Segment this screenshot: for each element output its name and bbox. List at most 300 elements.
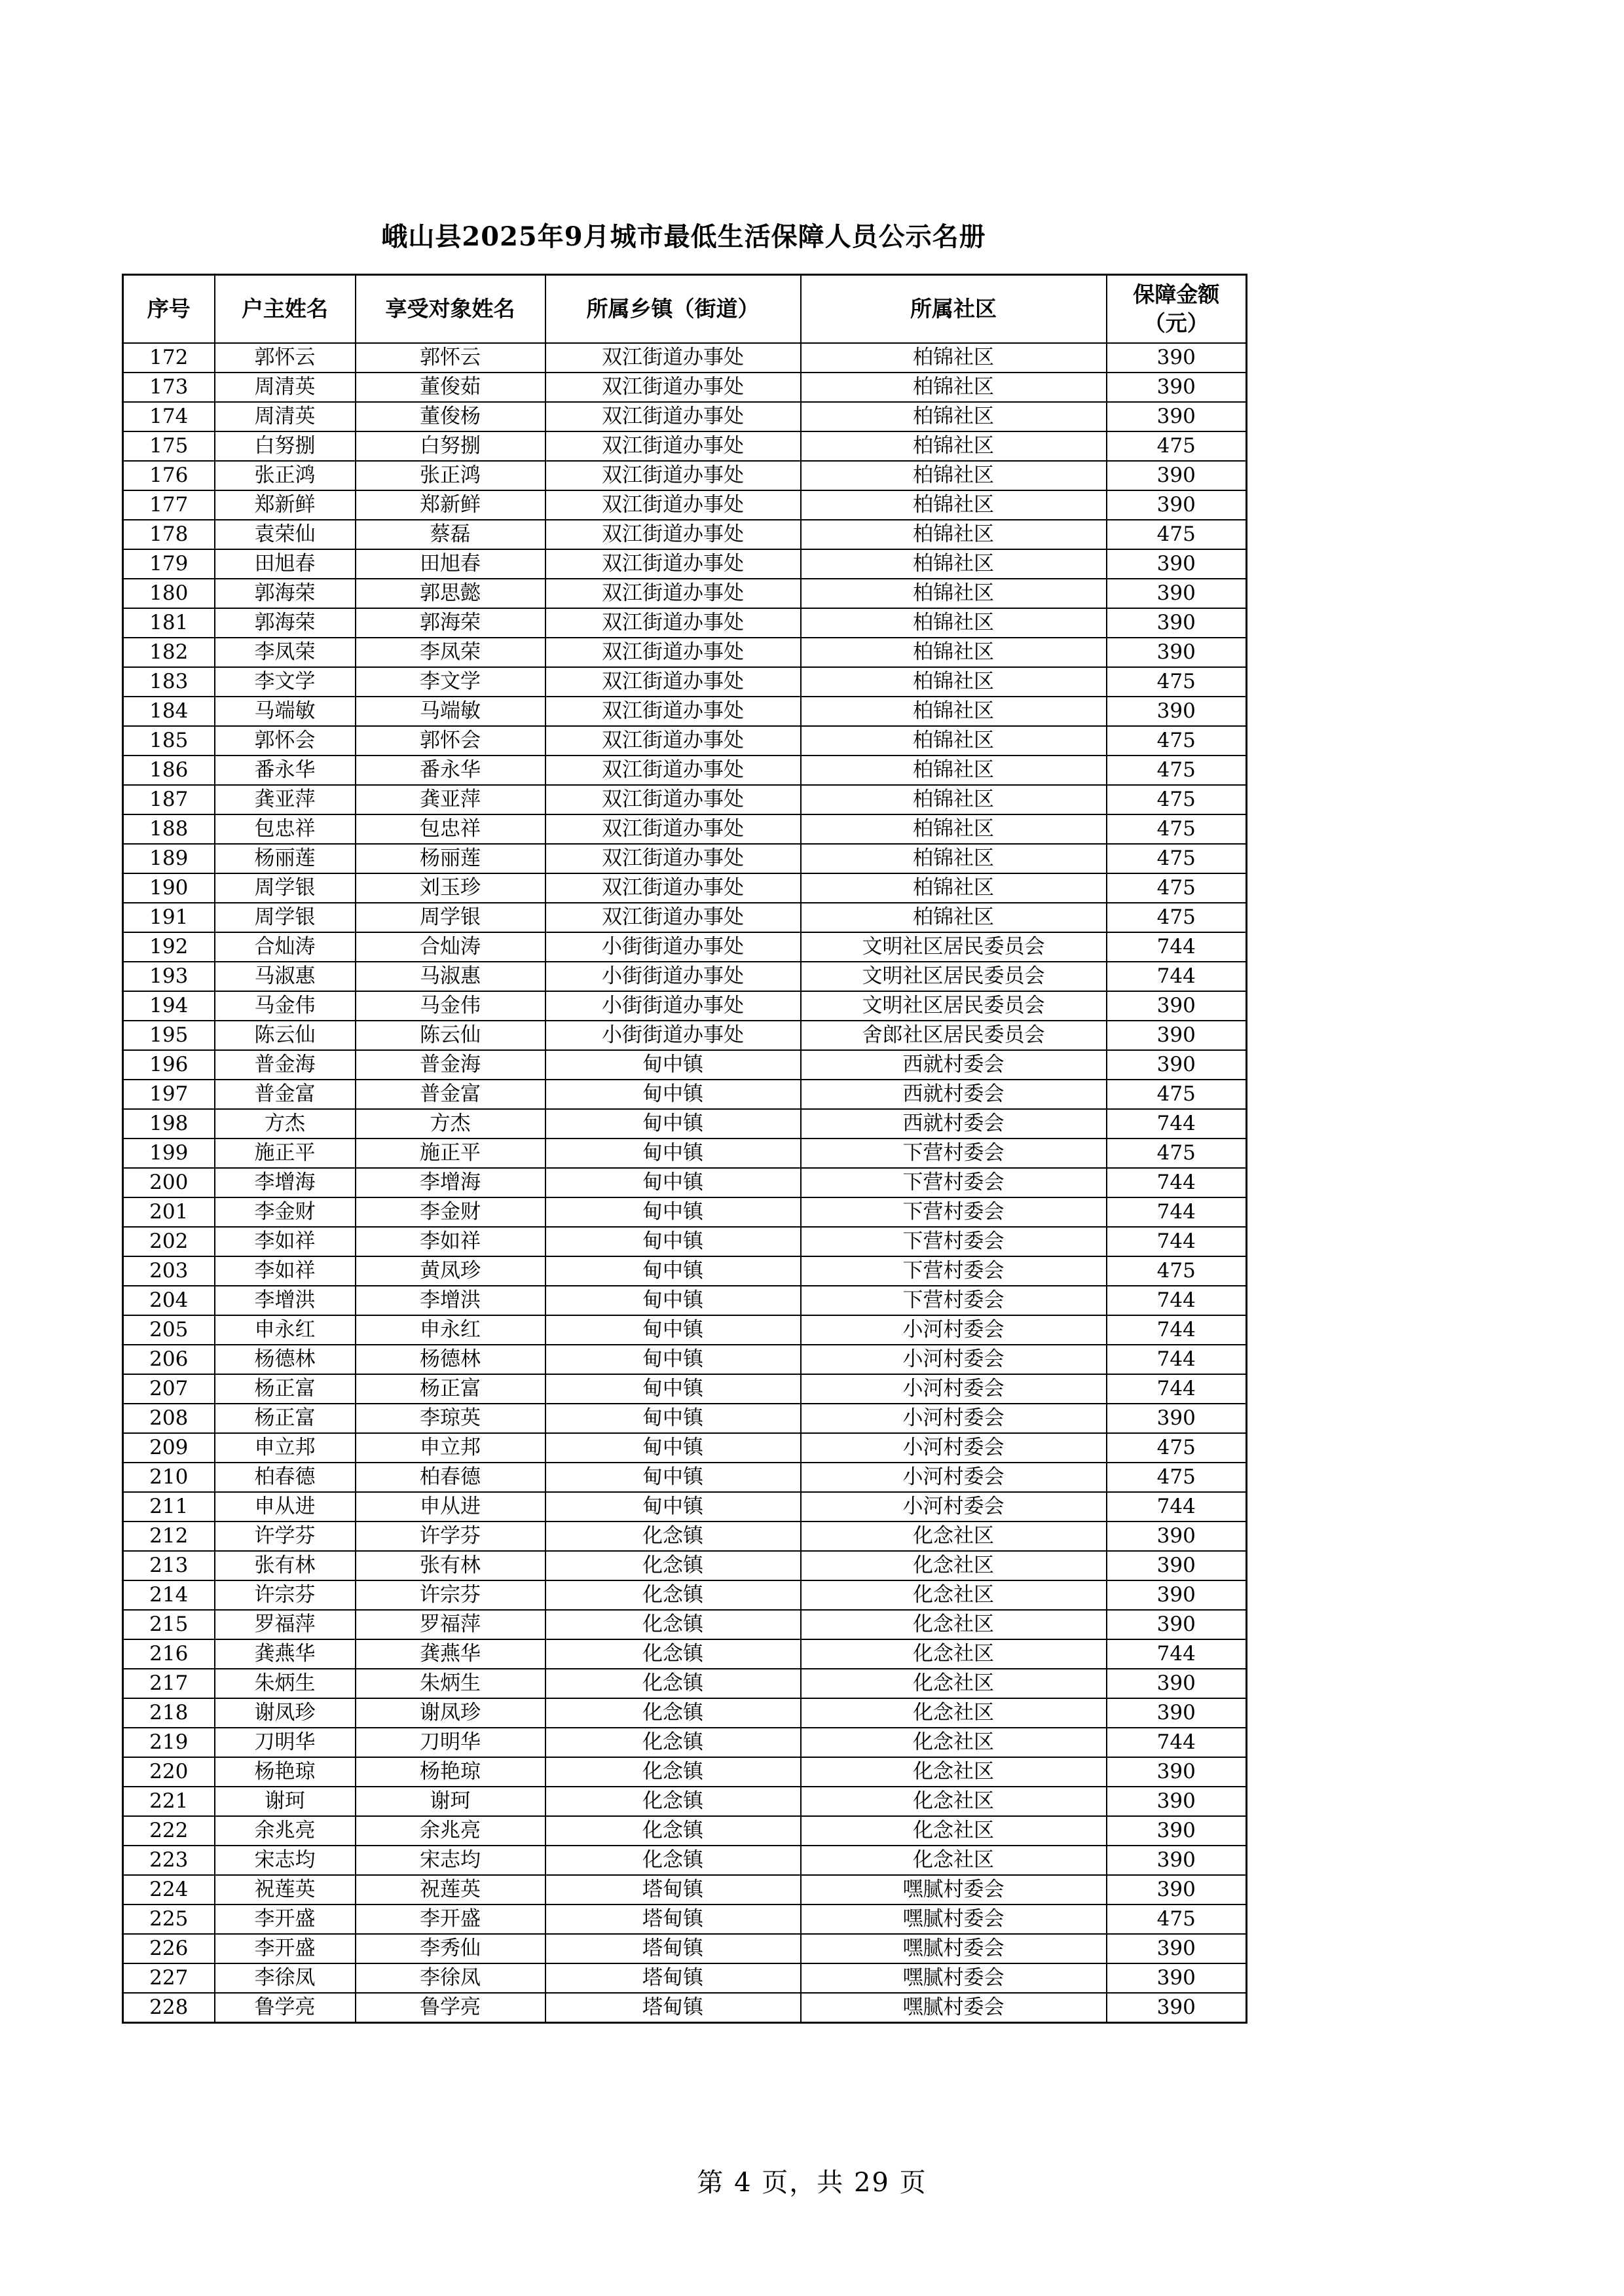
cell-amount: 390 [1107,1522,1247,1551]
cell-no: 220 [123,1757,215,1787]
cell-amount: 390 [1107,1875,1247,1904]
table-row [123,1934,1247,1963]
cell-no: 177 [123,490,215,520]
cell-township: 双江街道办事处 [545,697,801,726]
table-row [123,726,1247,756]
cell-beneficiary: 李如祥 [356,1227,545,1256]
table-row [123,1256,1247,1286]
cell-township: 甸中镇 [545,1345,801,1374]
table-row [123,1757,1247,1787]
cell-beneficiary: 合灿涛 [356,932,545,962]
cell-community: 西就村委会 [801,1080,1107,1109]
cell-amount: 475 [1107,756,1247,785]
cell-householder: 刀明华 [215,1728,356,1757]
cell-beneficiary: 普金海 [356,1050,545,1080]
header-amount [1107,275,1247,344]
table-row [123,402,1247,431]
cell-householder: 周清英 [215,402,356,431]
cell-householder: 申永红 [215,1315,356,1345]
cell-amount: 390 [1107,1698,1247,1728]
cell-householder: 郑新鲜 [215,490,356,520]
cell-community: 小河村委会 [801,1463,1107,1492]
cell-no: 185 [123,726,215,756]
cell-amount: 475 [1107,431,1247,461]
table-row [123,697,1247,726]
table-row [123,343,1247,373]
cell-community: 小河村委会 [801,1404,1107,1433]
cell-no: 198 [123,1109,215,1139]
cell-beneficiary: 田旭春 [356,549,545,579]
cell-community: 柏锦社区 [801,520,1107,549]
table-row [123,1875,1247,1904]
cell-no: 207 [123,1374,215,1404]
cell-amount: 475 [1107,1139,1247,1168]
table-row [123,1728,1247,1757]
cell-beneficiary: 李开盛 [356,1904,545,1934]
cell-township: 化念镇 [545,1551,801,1580]
cell-beneficiary: 张正鸿 [356,461,545,490]
table-row [123,873,1247,903]
cell-amount: 390 [1107,1787,1247,1816]
cell-amount: 390 [1107,1551,1247,1580]
cell-householder: 方杰 [215,1109,356,1139]
cell-householder: 朱炳生 [215,1669,356,1698]
cell-householder: 杨艳琼 [215,1757,356,1787]
cell-householder: 许学芬 [215,1522,356,1551]
cell-householder: 李金财 [215,1197,356,1227]
cell-no: 226 [123,1934,215,1963]
cell-beneficiary: 李增洪 [356,1286,545,1315]
cell-beneficiary: 宋志均 [356,1846,545,1875]
cell-amount: 475 [1107,667,1247,697]
header-community: 所属社区 [801,275,1107,344]
cell-beneficiary: 李金财 [356,1197,545,1227]
cell-beneficiary: 刘玉珍 [356,873,545,903]
cell-amount: 390 [1107,1934,1247,1963]
header-township: 所属乡镇（街道） [545,275,801,344]
cell-beneficiary: 包忠祥 [356,814,545,844]
cell-beneficiary: 方杰 [356,1109,545,1139]
cell-amount: 475 [1107,785,1247,814]
cell-township: 小街街道办事处 [545,932,801,962]
cell-householder: 申从进 [215,1492,356,1522]
cell-amount: 390 [1107,402,1247,431]
cell-no: 174 [123,402,215,431]
cell-community: 柏锦社区 [801,402,1107,431]
cell-no: 217 [123,1669,215,1698]
table-row [123,1227,1247,1256]
cell-beneficiary: 张有林 [356,1551,545,1580]
table-row [123,1168,1247,1197]
cell-no: 180 [123,579,215,608]
cell-amount: 390 [1107,1610,1247,1639]
table-row [123,1551,1247,1580]
cell-amount: 744 [1107,1639,1247,1669]
cell-no: 175 [123,431,215,461]
cell-amount: 390 [1107,579,1247,608]
cell-community: 化念社区 [801,1580,1107,1610]
cell-beneficiary: 杨艳琼 [356,1757,545,1787]
cell-beneficiary: 余兆亮 [356,1816,545,1846]
recipient-table [122,274,1247,2024]
cell-householder: 合灿涛 [215,932,356,962]
cell-no: 190 [123,873,215,903]
cell-no: 223 [123,1846,215,1875]
cell-no: 183 [123,667,215,697]
table-row [123,1492,1247,1522]
cell-beneficiary: 龚亚萍 [356,785,545,814]
cell-amount: 744 [1107,1315,1247,1345]
cell-township: 甸中镇 [545,1139,801,1168]
cell-householder: 宋志均 [215,1846,356,1875]
cell-township: 甸中镇 [545,1463,801,1492]
table-row [123,1963,1247,1993]
table-row [123,1846,1247,1875]
cell-amount: 475 [1107,1904,1247,1934]
cell-beneficiary: 祝莲英 [356,1875,545,1904]
cell-no: 214 [123,1580,215,1610]
cell-beneficiary: 马金伟 [356,991,545,1021]
cell-beneficiary: 周学银 [356,903,545,932]
cell-community: 化念社区 [801,1787,1107,1816]
cell-beneficiary: 施正平 [356,1139,545,1168]
cell-community: 化念社区 [801,1522,1107,1551]
cell-beneficiary: 许宗芬 [356,1580,545,1610]
table-row [123,1463,1247,1492]
cell-township: 双江街道办事处 [545,638,801,667]
cell-householder: 龚燕华 [215,1639,356,1669]
cell-township: 塔甸镇 [545,1904,801,1934]
cell-no: 222 [123,1816,215,1846]
cell-beneficiary: 马端敏 [356,697,545,726]
cell-householder: 杨德林 [215,1345,356,1374]
table-row [123,903,1247,932]
cell-beneficiary: 谢凤珍 [356,1698,545,1728]
cell-householder: 罗福萍 [215,1610,356,1639]
cell-township: 化念镇 [545,1728,801,1757]
cell-no: 200 [123,1168,215,1197]
cell-township: 甸中镇 [545,1227,801,1256]
cell-community: 下营村委会 [801,1139,1107,1168]
cell-no: 219 [123,1728,215,1757]
table-row [123,1315,1247,1345]
cell-township: 甸中镇 [545,1374,801,1404]
cell-amount: 744 [1107,932,1247,962]
table-row [123,1639,1247,1669]
cell-no: 173 [123,373,215,402]
cell-no: 182 [123,638,215,667]
cell-township: 甸中镇 [545,1168,801,1197]
cell-township: 双江街道办事处 [545,756,801,785]
table-row [123,991,1247,1021]
table-row [123,962,1247,991]
cell-no: 197 [123,1080,215,1109]
cell-amount: 475 [1107,1433,1247,1463]
cell-no: 188 [123,814,215,844]
cell-householder: 李增海 [215,1168,356,1197]
table-row [123,1286,1247,1315]
table-row [123,1404,1247,1433]
cell-amount: 744 [1107,962,1247,991]
cell-community: 柏锦社区 [801,343,1107,373]
cell-beneficiary: 许学芬 [356,1522,545,1551]
cell-community: 柏锦社区 [801,814,1107,844]
cell-amount: 390 [1107,373,1247,402]
cell-beneficiary: 申永红 [356,1315,545,1345]
cell-amount: 390 [1107,1021,1247,1050]
cell-householder: 柏春德 [215,1463,356,1492]
cell-township: 塔甸镇 [545,1993,801,2023]
table-row [123,549,1247,579]
cell-community: 嘿腻村委会 [801,1963,1107,1993]
header-beneficiary: 享受对象姓名 [356,275,545,344]
cell-householder: 李凤荣 [215,638,356,667]
cell-community: 柏锦社区 [801,373,1107,402]
cell-beneficiary: 罗福萍 [356,1610,545,1639]
cell-beneficiary: 李徐凤 [356,1963,545,1993]
cell-community: 柏锦社区 [801,638,1107,667]
cell-community: 柏锦社区 [801,490,1107,520]
cell-community: 柏锦社区 [801,697,1107,726]
cell-township: 小街街道办事处 [545,962,801,991]
cell-township: 双江街道办事处 [545,373,801,402]
page-footer: 第 4 页，共 29 页 [697,2168,927,2198]
cell-no: 199 [123,1139,215,1168]
cell-householder: 余兆亮 [215,1816,356,1846]
cell-township: 甸中镇 [545,1433,801,1463]
cell-no: 224 [123,1875,215,1904]
table-row [123,756,1247,785]
cell-township: 双江街道办事处 [545,844,801,873]
cell-no: 194 [123,991,215,1021]
cell-no: 211 [123,1492,215,1522]
table-row [123,1433,1247,1463]
cell-township: 化念镇 [545,1522,801,1551]
cell-no: 196 [123,1050,215,1080]
table-row [123,579,1247,608]
cell-amount: 475 [1107,1463,1247,1492]
cell-no: 210 [123,1463,215,1492]
cell-community: 下营村委会 [801,1197,1107,1227]
cell-beneficiary: 马淑惠 [356,962,545,991]
cell-amount: 390 [1107,549,1247,579]
cell-amount: 475 [1107,814,1247,844]
cell-community: 小河村委会 [801,1374,1107,1404]
cell-no: 204 [123,1286,215,1315]
table-row [123,638,1247,667]
cell-community: 小河村委会 [801,1315,1107,1345]
cell-amount: 390 [1107,1963,1247,1993]
cell-beneficiary: 普金富 [356,1080,545,1109]
cell-community: 化念社区 [801,1610,1107,1639]
table-row [123,785,1247,814]
cell-no: 193 [123,962,215,991]
cell-community: 柏锦社区 [801,903,1107,932]
cell-amount: 475 [1107,873,1247,903]
cell-township: 双江街道办事处 [545,402,801,431]
header-row [123,275,1247,344]
cell-township: 双江街道办事处 [545,343,801,373]
cell-community: 小河村委会 [801,1492,1107,1522]
cell-township: 双江街道办事处 [545,814,801,844]
cell-amount: 390 [1107,1993,1247,2023]
table-row [123,1080,1247,1109]
cell-amount: 390 [1107,608,1247,638]
cell-no: 191 [123,903,215,932]
cell-no: 184 [123,697,215,726]
cell-township: 双江街道办事处 [545,903,801,932]
table-row [123,932,1247,962]
header-no: 序号 [123,275,215,344]
cell-community: 西就村委会 [801,1109,1107,1139]
cell-householder: 杨正富 [215,1404,356,1433]
cell-householder: 普金海 [215,1050,356,1080]
header-amount-unit: （元） [1143,310,1209,336]
cell-community: 下营村委会 [801,1256,1107,1286]
cell-amount: 390 [1107,1757,1247,1787]
cell-householder: 李文学 [215,667,356,697]
cell-no: 205 [123,1315,215,1345]
table-row [123,1109,1247,1139]
cell-beneficiary: 李增海 [356,1168,545,1197]
cell-no: 216 [123,1639,215,1669]
cell-community: 文明社区居民委员会 [801,991,1107,1021]
cell-householder: 申立邦 [215,1433,356,1463]
table-header [123,275,1247,344]
cell-township: 塔甸镇 [545,1875,801,1904]
cell-community: 化念社区 [801,1698,1107,1728]
cell-community: 嘿腻村委会 [801,1875,1107,1904]
cell-householder: 李如祥 [215,1227,356,1256]
cell-beneficiary: 郭怀云 [356,343,545,373]
cell-community: 小河村委会 [801,1433,1107,1463]
cell-no: 187 [123,785,215,814]
cell-township: 化念镇 [545,1846,801,1875]
cell-community: 化念社区 [801,1669,1107,1698]
cell-amount: 744 [1107,1109,1247,1139]
table-row [123,1580,1247,1610]
cell-township: 双江街道办事处 [545,431,801,461]
table-row [123,1139,1247,1168]
cell-beneficiary: 刀明华 [356,1728,545,1757]
cell-amount: 390 [1107,991,1247,1021]
cell-township: 双江街道办事处 [545,579,801,608]
cell-amount: 390 [1107,1580,1247,1610]
cell-householder: 许宗芬 [215,1580,356,1610]
cell-township: 甸中镇 [545,1286,801,1315]
cell-community: 柏锦社区 [801,461,1107,490]
cell-community: 下营村委会 [801,1168,1107,1197]
cell-householder: 张正鸿 [215,461,356,490]
cell-amount: 744 [1107,1492,1247,1522]
table-row [123,1669,1247,1698]
table-row [123,1993,1247,2023]
cell-township: 甸中镇 [545,1492,801,1522]
cell-amount: 744 [1107,1728,1247,1757]
table-row [123,520,1247,549]
table-row [123,1345,1247,1374]
cell-beneficiary: 鲁学亮 [356,1993,545,2023]
cell-township: 化念镇 [545,1816,801,1846]
cell-householder: 龚亚萍 [215,785,356,814]
cell-no: 201 [123,1197,215,1227]
cell-community: 文明社区居民委员会 [801,962,1107,991]
cell-householder: 杨丽莲 [215,844,356,873]
header-amount-label: 保障金额 [1133,282,1220,307]
cell-householder: 李开盛 [215,1934,356,1963]
cell-amount: 744 [1107,1345,1247,1374]
table-row [123,844,1247,873]
cell-amount: 475 [1107,1080,1247,1109]
cell-beneficiary: 李秀仙 [356,1934,545,1963]
cell-amount: 744 [1107,1227,1247,1256]
cell-householder: 谢珂 [215,1787,356,1816]
page-title: 峨山县2025年9月城市最低生活保障人员公示名册 [381,221,986,252]
cell-amount: 390 [1107,461,1247,490]
cell-community: 西就村委会 [801,1050,1107,1080]
cell-amount: 390 [1107,1050,1247,1080]
cell-community: 柏锦社区 [801,844,1107,873]
cell-householder: 李开盛 [215,1904,356,1934]
cell-township: 双江街道办事处 [545,520,801,549]
cell-no: 202 [123,1227,215,1256]
cell-township: 塔甸镇 [545,1963,801,1993]
cell-amount: 475 [1107,1256,1247,1286]
cell-no: 206 [123,1345,215,1374]
cell-amount: 475 [1107,844,1247,873]
table-row [123,1522,1247,1551]
table-row [123,608,1247,638]
cell-amount: 390 [1107,1846,1247,1875]
cell-no: 178 [123,520,215,549]
cell-beneficiary: 龚燕华 [356,1639,545,1669]
cell-no: 212 [123,1522,215,1551]
cell-householder: 谢凤珍 [215,1698,356,1728]
cell-householder: 郭怀云 [215,343,356,373]
cell-township: 双江街道办事处 [545,490,801,520]
cell-beneficiary: 董俊杨 [356,402,545,431]
cell-township: 双江街道办事处 [545,873,801,903]
cell-no: 181 [123,608,215,638]
cell-no: 227 [123,1963,215,1993]
cell-beneficiary: 申从进 [356,1492,545,1522]
cell-householder: 马淑惠 [215,962,356,991]
cell-no: 213 [123,1551,215,1580]
cell-township: 化念镇 [545,1610,801,1639]
cell-no: 203 [123,1256,215,1286]
cell-amount: 390 [1107,697,1247,726]
cell-township: 甸中镇 [545,1197,801,1227]
cell-no: 195 [123,1021,215,1050]
table-row [123,1904,1247,1934]
cell-householder: 李增洪 [215,1286,356,1315]
cell-community: 化念社区 [801,1816,1107,1846]
cell-township: 化念镇 [545,1787,801,1816]
cell-no: 189 [123,844,215,873]
cell-no: 172 [123,343,215,373]
cell-township: 双江街道办事处 [545,667,801,697]
cell-beneficiary: 李琼英 [356,1404,545,1433]
cell-beneficiary: 董俊茹 [356,373,545,402]
cell-householder: 番永华 [215,756,356,785]
table-row [123,373,1247,402]
cell-beneficiary: 黄凤珍 [356,1256,545,1286]
cell-householder: 普金富 [215,1080,356,1109]
table-row [123,490,1247,520]
cell-community: 柏锦社区 [801,431,1107,461]
cell-householder: 鲁学亮 [215,1993,356,2023]
cell-householder: 郭海荣 [215,579,356,608]
